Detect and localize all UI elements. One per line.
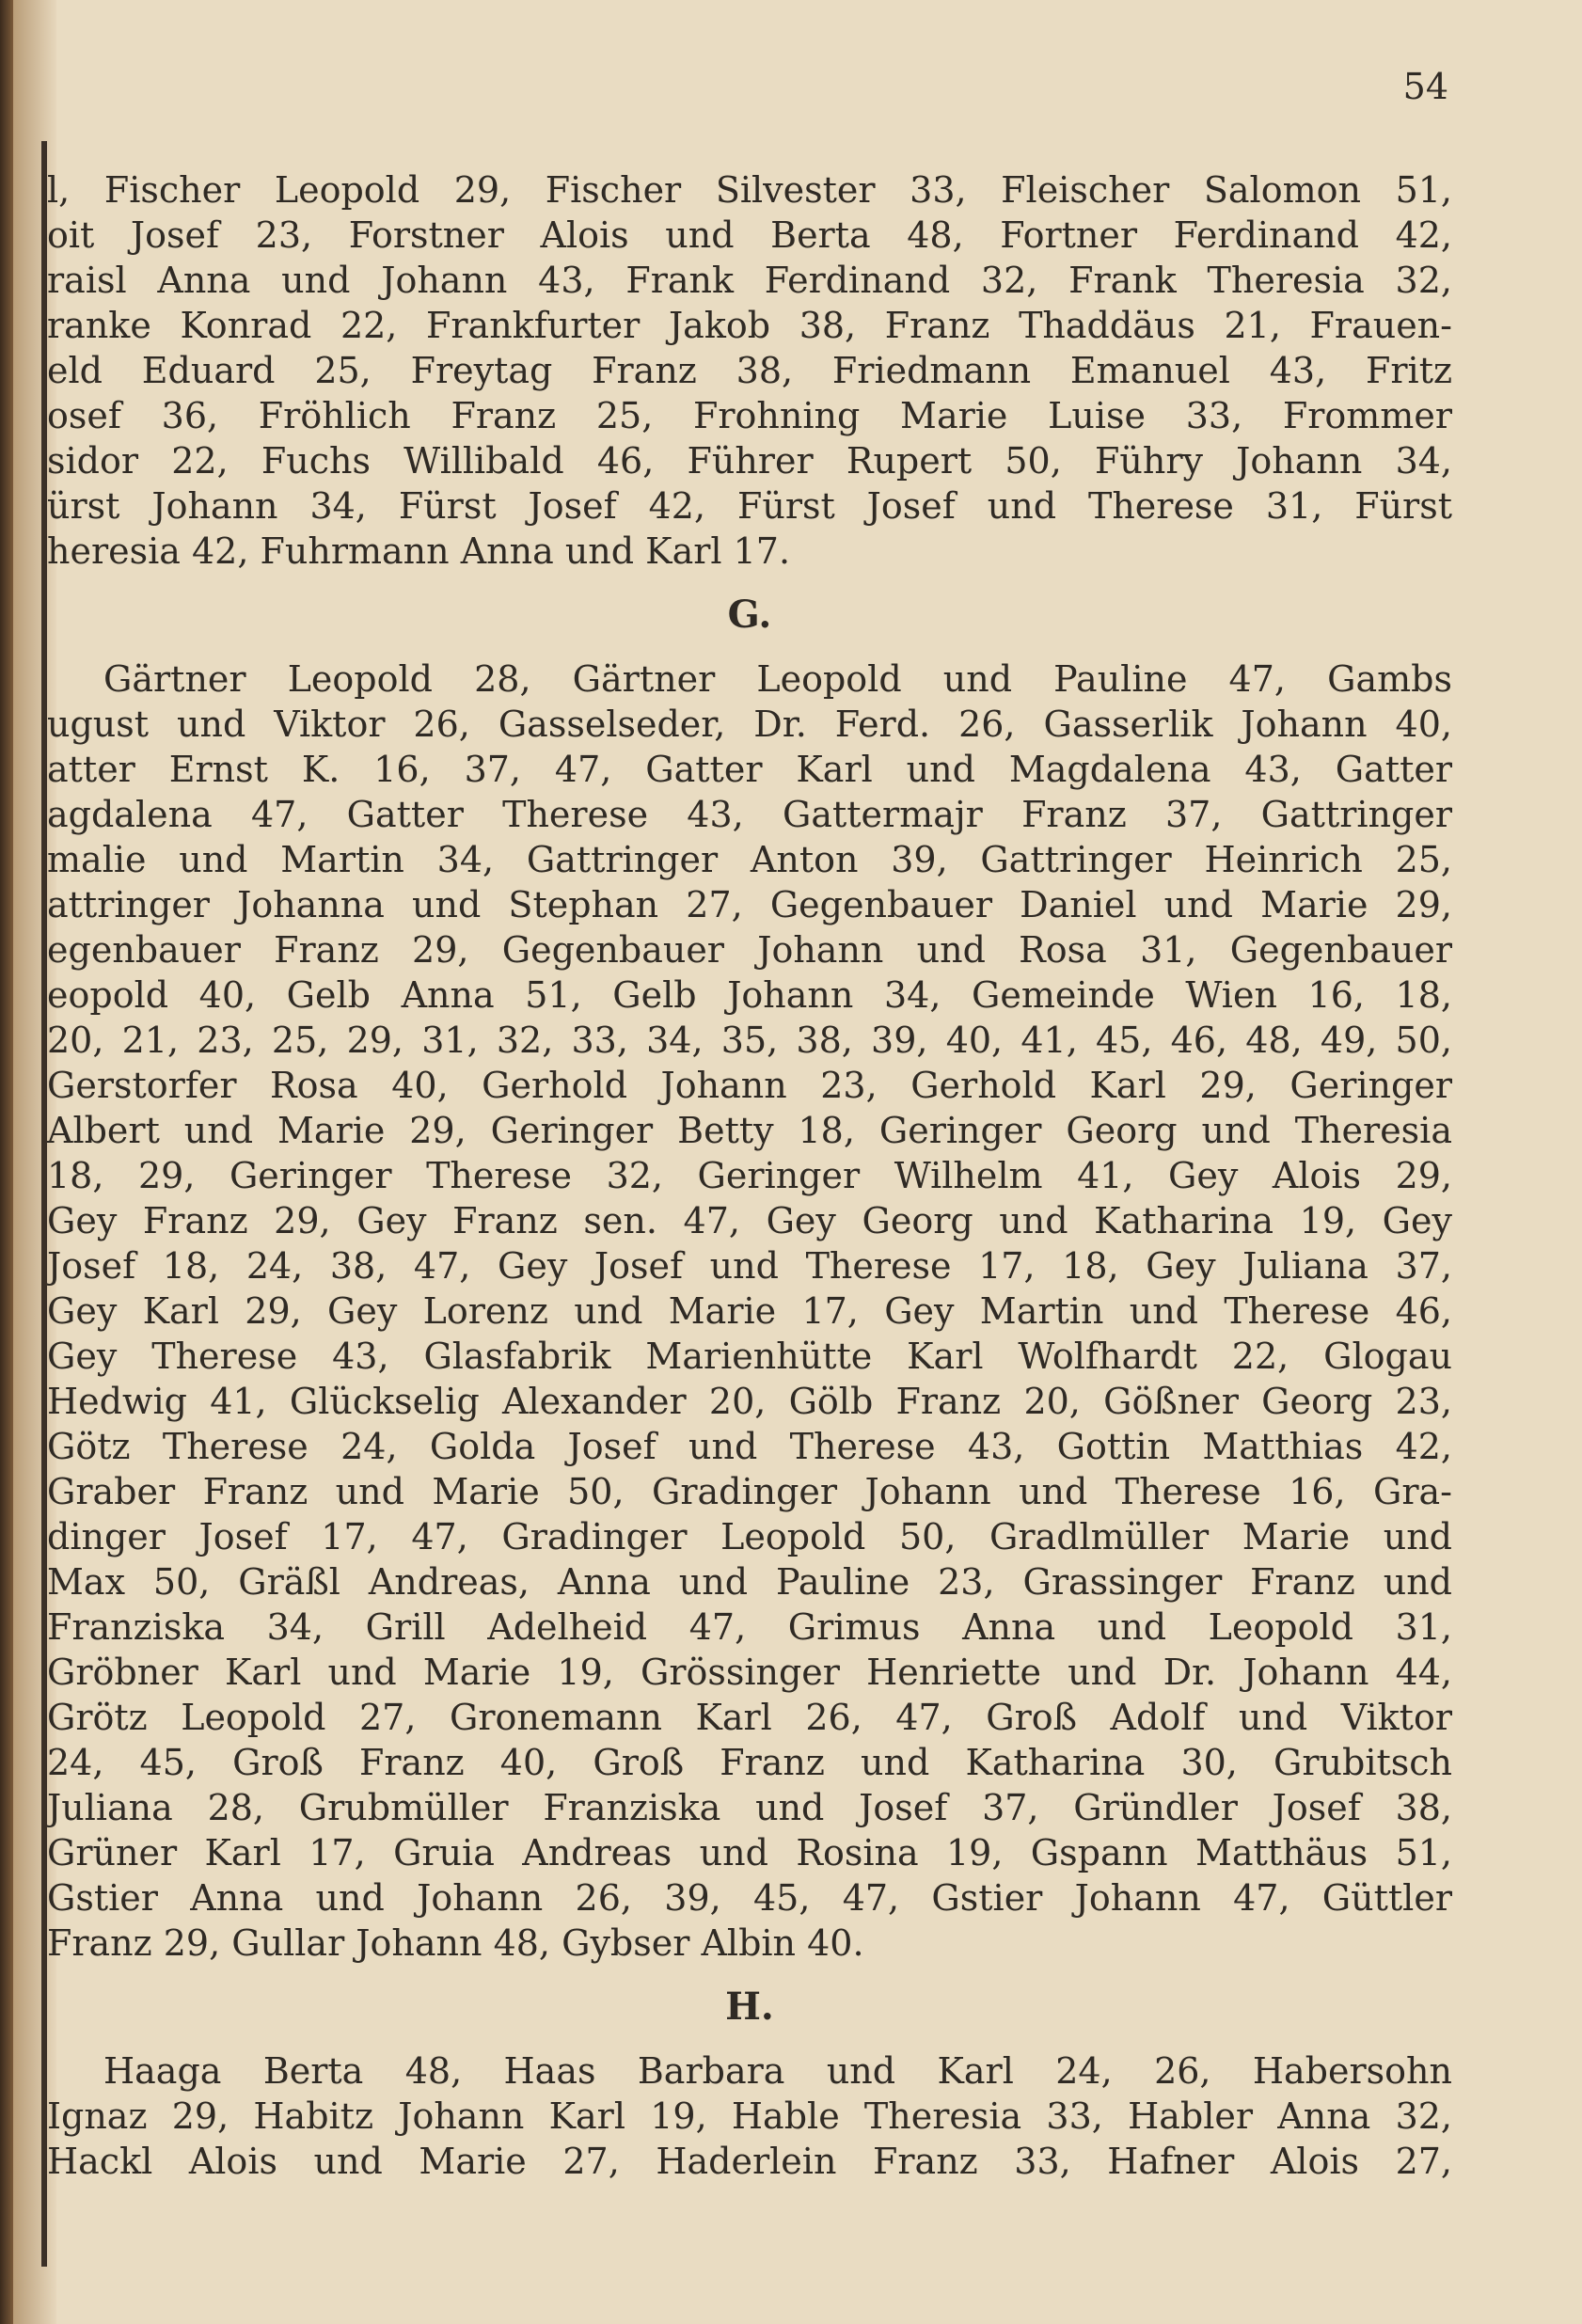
section-h — [47, 2048, 1452, 2184]
index-line: Albert und Marie 29, Geringer Betty 18, Geringer Georg und Theresia — [47, 1110, 1452, 1151]
index-line: ugust und Viktor 26, Gasselseder, Dr. Ferd. 26, Gasserlik Johann 40, — [47, 704, 1452, 745]
index-line: eopold 40, Gelb Anna 51, Gelb Johann 34, Gemeinde Wien 16, 18, — [47, 974, 1452, 1016]
index-line: Graber Franz und Marie 50, Gradinger Johann und Therese 16, Gra- — [47, 1471, 1452, 1512]
index-line: Juliana 28, Grubmüller Franziska und Josef 37, Gründler Josef 38, — [47, 1787, 1452, 1828]
index-line: Max 50, Gräßl Andreas, Anna und Pauline 23, Grassinger Franz und — [47, 1561, 1452, 1603]
index-line: sidor 22, Fuchs Willibald 46, Führer Rupert 50, Führy Johann 34, — [47, 440, 1452, 482]
index-line: raisl Anna und Johann 43, Frank Ferdinand 32, Frank Theresia 32, — [47, 260, 1452, 301]
index-line: Hackl Alois und Marie 27, Haderlein Franz 33, Hafner Alois 27, — [47, 2141, 1452, 2182]
section-h-heading: H. — [725, 1984, 774, 2029]
index-line: Haaga Berta 48, Haas Barbara und Karl 24, 26, Habersohn — [103, 2050, 1452, 2092]
index-line: 18, 29, Geringer Therese 32, Geringer Wilhelm 41, Gey Alois 29, — [47, 1155, 1452, 1196]
index-line: Franz 29, Gullar Johann 48, Gybser Albin 40. — [47, 1922, 864, 1964]
book-spine — [0, 0, 13, 2324]
index-line: Gröbner Karl und Marie 19, Grössinger Henriette und Dr. Johann 44, — [47, 1652, 1452, 1693]
index-line: 24, 45, Groß Franz 40, Groß Franz und Katharina 30, Grubitsch — [47, 1742, 1452, 1783]
index-line: malie und Martin 34, Gattringer Anton 39, Gattringer Heinrich 25, — [47, 839, 1452, 880]
index-line: egenbauer Franz 29, Gegenbauer Johann und Rosa 31, Gegenbauer — [47, 929, 1452, 971]
index-line: ranke Konrad 22, Frankfurter Jakob 38, Franz Thaddäus 21, Frauen- — [47, 305, 1452, 346]
section-f — [47, 167, 1452, 574]
index-line: heresia 42, Fuhrmann Anna und Karl 17. — [47, 530, 791, 572]
index-line: atter Ernst K. 16, 37, 47, Gatter Karl und Magdalena 43, Gatter — [47, 749, 1452, 790]
index-line: Hedwig 41, Glückselig Alexander 20, Gölb Franz 20, Gößner Georg 23, — [47, 1381, 1452, 1422]
index-line: Gerstorfer Rosa 40, Gerhold Johann 23, Gerhold Karl 29, Geringer — [47, 1065, 1452, 1106]
index-line: Grötz Leopold 27, Gronemann Karl 26, 47, Groß Adolf und Viktor — [47, 1697, 1452, 1738]
index-line: Gey Karl 29, Gey Lorenz und Marie 17, Gey Martin und Therese 46, — [47, 1290, 1452, 1332]
index-line: Josef 18, 24, 38, 47, Gey Josef und Therese 17, 18, Gey Juliana 37, — [47, 1245, 1452, 1287]
index-line: dinger Josef 17, 47, Gradinger Leopold 50, Gradlmüller Marie und — [47, 1516, 1452, 1557]
index-line: Götz Therese 24, Golda Josef und Therese 43, Gottin Matthias 42, — [47, 1426, 1452, 1467]
section-g — [47, 656, 1452, 1966]
index-line: eld Eduard 25, Freytag Franz 38, Friedmann Emanuel 43, Fritz — [47, 350, 1452, 391]
index-line: Franziska 34, Grill Adelheid 47, Grimus Anna und Leopold 31, — [47, 1606, 1452, 1648]
index-line: attringer Johanna und Stephan 27, Gegenbauer Daniel und Marie 29, — [47, 884, 1452, 925]
section-g-heading: G. — [727, 593, 772, 637]
index-line: Grüner Karl 17, Gruia Andreas und Rosina 19, Gspann Matthäus 51, — [47, 1832, 1452, 1873]
page-number: 54 — [1402, 66, 1448, 107]
index-line: Gey Franz 29, Gey Franz sen. 47, Gey Georg und Katharina 19, Gey — [47, 1200, 1452, 1241]
index-line: Gärtner Leopold 28, Gärtner Leopold und Pauline 47, Gambs — [103, 658, 1452, 700]
index-line: agdalena 47, Gatter Therese 43, Gattermajr Franz 37, Gattringer — [47, 794, 1452, 835]
index-line: Ignaz 29, Habitz Johann Karl 19, Hable Theresia 33, Habler Anna 32, — [47, 2095, 1452, 2137]
index-line: l, Fischer Leopold 29, Fischer Silvester 33, Fleischer Salomon 51, — [47, 169, 1452, 211]
index-line: ürst Johann 34, Fürst Josef 42, Fürst Josef und Therese 31, Fürst — [47, 485, 1452, 527]
index-line: 20, 21, 23, 25, 29, 31, 32, 33, 34, 35, 38, 39, 40, 41, 45, 46, 48, 49, 50, — [47, 1020, 1452, 1061]
index-line: osef 36, Fröhlich Franz 25, Frohning Marie Luise 33, Frommer — [47, 395, 1452, 436]
index-line: Gstier Anna und Johann 26, 39, 45, 47, Gstier Johann 47, Güttler — [47, 1877, 1452, 1919]
index-text — [47, 167, 1452, 2184]
index-line: Gey Therese 43, Glasfabrik Marienhütte Karl Wolfhardt 22, Glogau — [47, 1336, 1452, 1377]
index-line: oit Josef 23, Forstner Alois und Berta 48, Fortner Ferdinand 42, — [47, 214, 1452, 256]
